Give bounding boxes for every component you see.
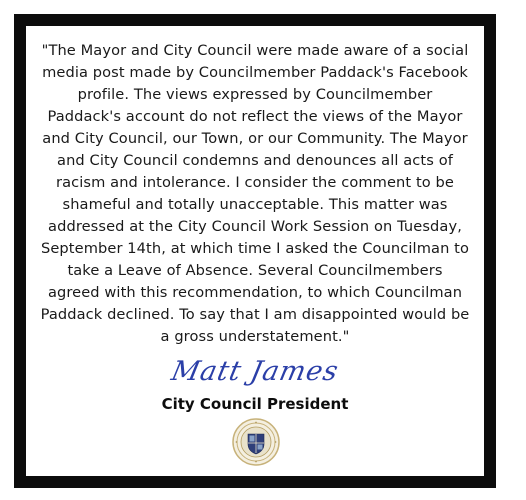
handwritten-signature: Matt James — [168, 356, 342, 387]
statement-line: profile. The views expressed by Councilmember — [77, 86, 433, 103]
statement-line: shameful and totally unacceptable. This matter was — [62, 196, 448, 213]
statement-line: media post made by Councilmember Paddack's Facebook — [42, 64, 468, 81]
statement-line: addressed at the City Council Work Session on Tuesday, — [48, 218, 462, 235]
statement-text — [26, 40, 484, 348]
statement-line: racism and intolerance. I consider the comment to be — [55, 174, 454, 191]
statement-line: agreed with this recommendation, to which Councilman — [47, 284, 463, 301]
statement-line: Paddack's account do not reflect the views of the Mayor — [47, 108, 463, 125]
statement-line: and City Council, our Town, or our Community. The Mayor — [42, 130, 468, 147]
town-seal-icon — [232, 418, 280, 466]
statement-line: Paddack declined. To say that I am disappointed would be — [40, 306, 470, 323]
statement-panel — [26, 26, 484, 476]
statement-line: a gross understatement." — [160, 328, 350, 345]
signatory-title: City Council President — [161, 395, 349, 413]
statement-line: take a Leave of Absence. Several Councilmembers — [67, 262, 443, 279]
statement-line: and City Council condemns and denounces all acts of — [57, 152, 453, 169]
statement-line: "The Mayor and City Council were made aware of a social — [41, 42, 469, 59]
statement-line: September 14th, at which time I asked the Councilman to — [40, 240, 470, 257]
